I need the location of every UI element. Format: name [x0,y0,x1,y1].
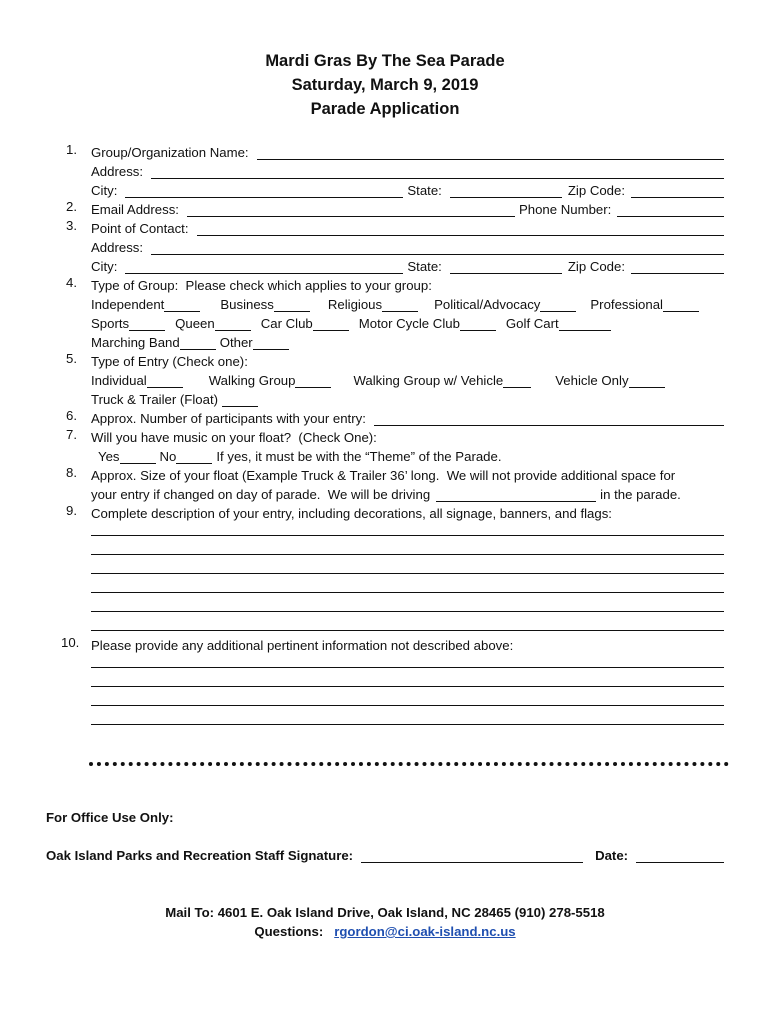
group-type-options-2 [91,313,724,331]
item-number: 9. [66,503,77,518]
city-label: City: [91,259,118,274]
individual-field[interactable] [147,373,183,388]
theme-note: If yes, it must be with the “Theme” of the Parade. [216,449,502,464]
group-type-options-1 [91,294,724,312]
group-name-field[interactable] [257,145,724,160]
additional-line[interactable] [91,667,724,668]
form-date: Saturday, March 9, 2019 [291,76,479,94]
marching-band-label: Marching Band [91,335,180,350]
music-label: Will you have music on your float? (Check One): [91,430,377,445]
truck-trailer-row [91,389,724,407]
queen-field[interactable] [215,316,251,331]
city-field[interactable] [125,183,403,198]
zip-label: Zip Code: [567,259,626,274]
vehicle-only-label: Vehicle Only [555,373,629,388]
group-name-label: Group/Organization Name: [91,145,249,160]
walking-group-label: Walking Group [208,373,296,388]
motor-cycle-club-field[interactable] [460,316,496,331]
questions-label: Questions: [254,924,324,939]
yes-label: Yes [98,449,120,464]
date-label: Date: [595,848,629,863]
group-name-row [91,142,724,160]
item-number: 1. [66,142,77,157]
additional-label: Please provide any additional pertinent information not described above: [91,638,514,653]
description-line[interactable] [91,573,724,574]
individual-label: Individual [91,373,147,388]
independent-label: Independent [91,297,165,312]
other-field[interactable] [253,335,289,350]
political-label: Political/Advocacy [434,297,541,312]
participants-label: Approx. Number of participants with your entry: [91,411,366,426]
phone-field[interactable] [617,202,724,217]
form-title: Mardi Gras By The Sea Parade [265,52,505,70]
group-type-label: Type of Group: Please check which applies to your group: [91,278,432,293]
walking-vehicle-field[interactable] [503,373,531,388]
additional-row [91,635,724,653]
city-row [91,180,724,198]
additional-line[interactable] [91,724,724,725]
float-size-field[interactable] [436,487,596,502]
zip-field[interactable] [631,183,724,198]
address-field[interactable] [151,164,724,179]
description-line[interactable] [91,592,724,593]
date-field[interactable] [636,848,724,863]
item-number: 10. [61,635,80,650]
email-row [91,199,724,217]
entry-type-row [91,351,724,369]
yes-field[interactable] [120,449,156,464]
float-size-label: Approx. Size of your float (Example Truck & Trailer 36’ long. We will not provide additional space for [91,468,676,483]
contact-field[interactable] [197,221,725,236]
address-row [91,161,724,179]
address-label: Address: [91,164,144,179]
description-row [91,503,724,521]
signature-field[interactable] [361,848,583,863]
contact-email-link[interactable]: rgordon@ci.oak-island.nc.us [334,924,516,939]
motor-cycle-club-label: Motor Cycle Club [358,316,460,331]
walking-vehicle-label: Walking Group w/ Vehicle [353,373,504,388]
item-number: 2. [66,199,77,214]
sports-field[interactable] [129,316,165,331]
item-number: 6. [66,408,77,423]
mail-to: Mail To: 4601 E. Oak Island Drive, Oak Island, NC 28465 (910) 278-5518 [165,905,605,920]
float-drive-suffix: in the parade. [600,487,681,502]
group-type-options-3 [91,332,724,350]
dotted-separator [89,762,729,766]
religious-field[interactable] [382,297,418,312]
entry-type-options [91,370,724,388]
professional-field[interactable] [663,297,699,312]
independent-field[interactable] [164,297,200,312]
office-signature-row [46,848,726,863]
item-number: 8. [66,465,77,480]
additional-line[interactable] [91,705,724,706]
description-line[interactable] [91,554,724,555]
truck-trailer-field[interactable] [222,392,258,407]
item-number: 4. [66,275,77,290]
item-number: 5. [66,351,77,366]
participants-row [91,408,724,426]
email-label: Email Address: [91,202,179,217]
additional-line[interactable] [91,686,724,687]
car-club-field[interactable] [313,316,349,331]
sports-label: Sports [91,316,130,331]
business-field[interactable] [274,297,310,312]
contact-city-row [91,256,724,274]
item-number: 3. [66,218,77,233]
truck-trailer-label: Truck & Trailer (Float) [91,392,219,407]
form-subtitle: Parade Application [310,100,460,118]
state-field[interactable] [450,183,562,198]
walking-group-field[interactable] [295,373,331,388]
email-field[interactable] [187,202,515,217]
item-number: 7. [66,427,77,442]
contact-city-field[interactable] [125,259,403,274]
float-drive-label: your entry if changed on day of parade. We will be driving [91,487,431,502]
religious-label: Religious [327,297,383,312]
office-heading: For Office Use Only: [46,810,174,825]
contact-zip-field[interactable] [631,259,724,274]
group-type-row [91,275,724,293]
questions-row [0,924,770,939]
golf-cart-field[interactable] [559,316,611,331]
description-line[interactable] [91,535,724,536]
contact-label: Point of Contact: [91,221,189,236]
contact-state-field[interactable] [450,259,562,274]
music-options [98,446,724,464]
description-label: Complete description of your entry, including decorations, all signage, banners, and flags: [91,506,612,521]
car-club-label: Car Club [260,316,313,331]
float-size-row [91,465,724,483]
business-label: Business [220,297,274,312]
golf-cart-label: Golf Cart [505,316,559,331]
professional-label: Professional [590,297,663,312]
contact-address-field[interactable] [151,240,724,255]
marching-band-field[interactable] [180,335,216,350]
vehicle-only-field[interactable] [629,373,665,388]
address-label: Address: [91,240,144,255]
contact-address-row [91,237,724,255]
music-row [91,427,724,445]
state-label: State: [407,183,442,198]
signature-label: Oak Island Parks and Recreation Staff Signature: [46,848,354,863]
city-label: City: [91,183,118,198]
contact-row [91,218,724,236]
no-label: No [159,449,177,464]
queen-label: Queen [175,316,215,331]
participants-field[interactable] [374,411,724,426]
float-drive-row [91,484,724,502]
other-label: Other [219,335,253,350]
state-label: State: [407,259,442,274]
phone-label: Phone Number: [518,202,612,217]
political-field[interactable] [540,297,576,312]
zip-label: Zip Code: [567,183,626,198]
no-field[interactable] [176,449,212,464]
description-line[interactable] [91,611,724,612]
description-line[interactable] [91,630,724,631]
entry-type-label: Type of Entry (Check one): [91,354,248,369]
